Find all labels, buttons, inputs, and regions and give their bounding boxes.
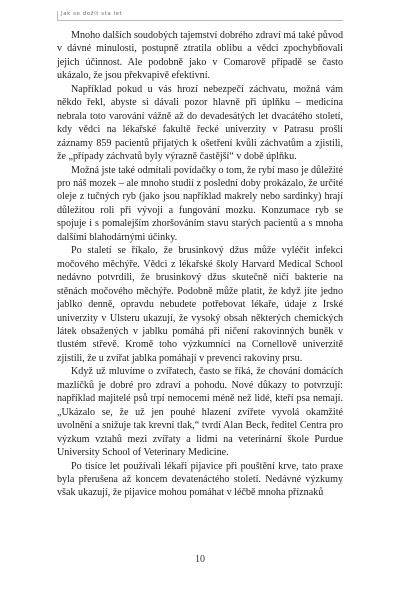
page-number: 10 (195, 554, 205, 565)
header-rule (57, 20, 343, 21)
paragraph: Mnoho dalších soudobých tajemství dobrého zdraví má také původ v dávné minulosti, postupně ztratila oblibu a vědci zpochybňovali jejich účinnost. Ale podobně jako v Comarově případě se často ukázalo, že jsou překvapivě efektivní. (57, 30, 343, 82)
paragraph: Když už mluvíme o zvířatech, často se říká, že chování domácích mazlíčků je dobré pro zdraví a pohodu. Nové důkazy to potvrzují: například majitelé psů trpí nemocemi méně než lidé, kteří psa nemají. „Ukázalo se, že už jen pouhé hlazení zvířete vyvolá okamžité uvolnění a snižuje tak krevní tlak,“ tvrdí Alan Beck, ředitel Centra pro výzkum vztahů mezi zvířaty a lidmi na veterinární škole Purdue University School of Veterinary Medicine. (57, 366, 343, 459)
paragraph: Po tisíce let používali lékaři pijavice při pouštění krve, tato praxe byla přerušena až koncem devatenáctého století. Nedávné výzkumy však ukazují, že pijavice mohou pomáhat v léčbě mnoha příznaků (57, 460, 343, 499)
body-text (57, 29, 343, 500)
paragraph: Možná jste také odmítali povídačky o tom, že rybí maso je důležité pro náš mozek – ale mnoho studií z poslední doby prokázalo, že určité oleje z tučných ryb (jako jsou například makrely nebo sardinky) hrají důležitou roli při vývoji a fungování mozku. Konzumace ryb se spojuje i s pomalejším zhoršováním stavu starých pacientů a s mnoha dalšími blahodárnými účinky. (57, 164, 343, 243)
running-head: Jak se dožít sta let (61, 11, 123, 17)
paragraph: Po staletí se říkalo, že brusinkový džus může vyléčit infekci močového měchýře. Vědci z lékařské školy Harvard Medical School nedávno potvrdili, že brusinkový džus skutečně ničí bakterie na stěnách močového měchýře. Podobně může platit, že když jíte jedno jablko denně, opravdu nebudete potřebovat lékaře, údaje z Irské univerzity v Ulsteru ukazují, že vysoký obsah některých chemických látek obsažených v jablku pomáhá při ničení rakovinných buněk v tlustém střevě. Kromě toho výzkumníci na Cornellově univerzitě zjistili, že u zvířat jablka pomáhají v prevenci rakoviny prsu. (57, 245, 343, 364)
paragraph: Například pokud u vás hrozí nebezpečí záchvatu, možná vám někdo řekl, abyste si dávali pozor hlavně při úplňku – medicína nebrala toto varování vážně až do devadesátých let dvacátého století, kdy vědci na lékařské fakultě řecké univerzity v Patrasu prošli záznamy 859 pacientů přijatých k ošetření kvůli záchvatům a zjistili, že „případy záchvatů byly výrazně častější“ v době úplňku. (57, 83, 343, 163)
